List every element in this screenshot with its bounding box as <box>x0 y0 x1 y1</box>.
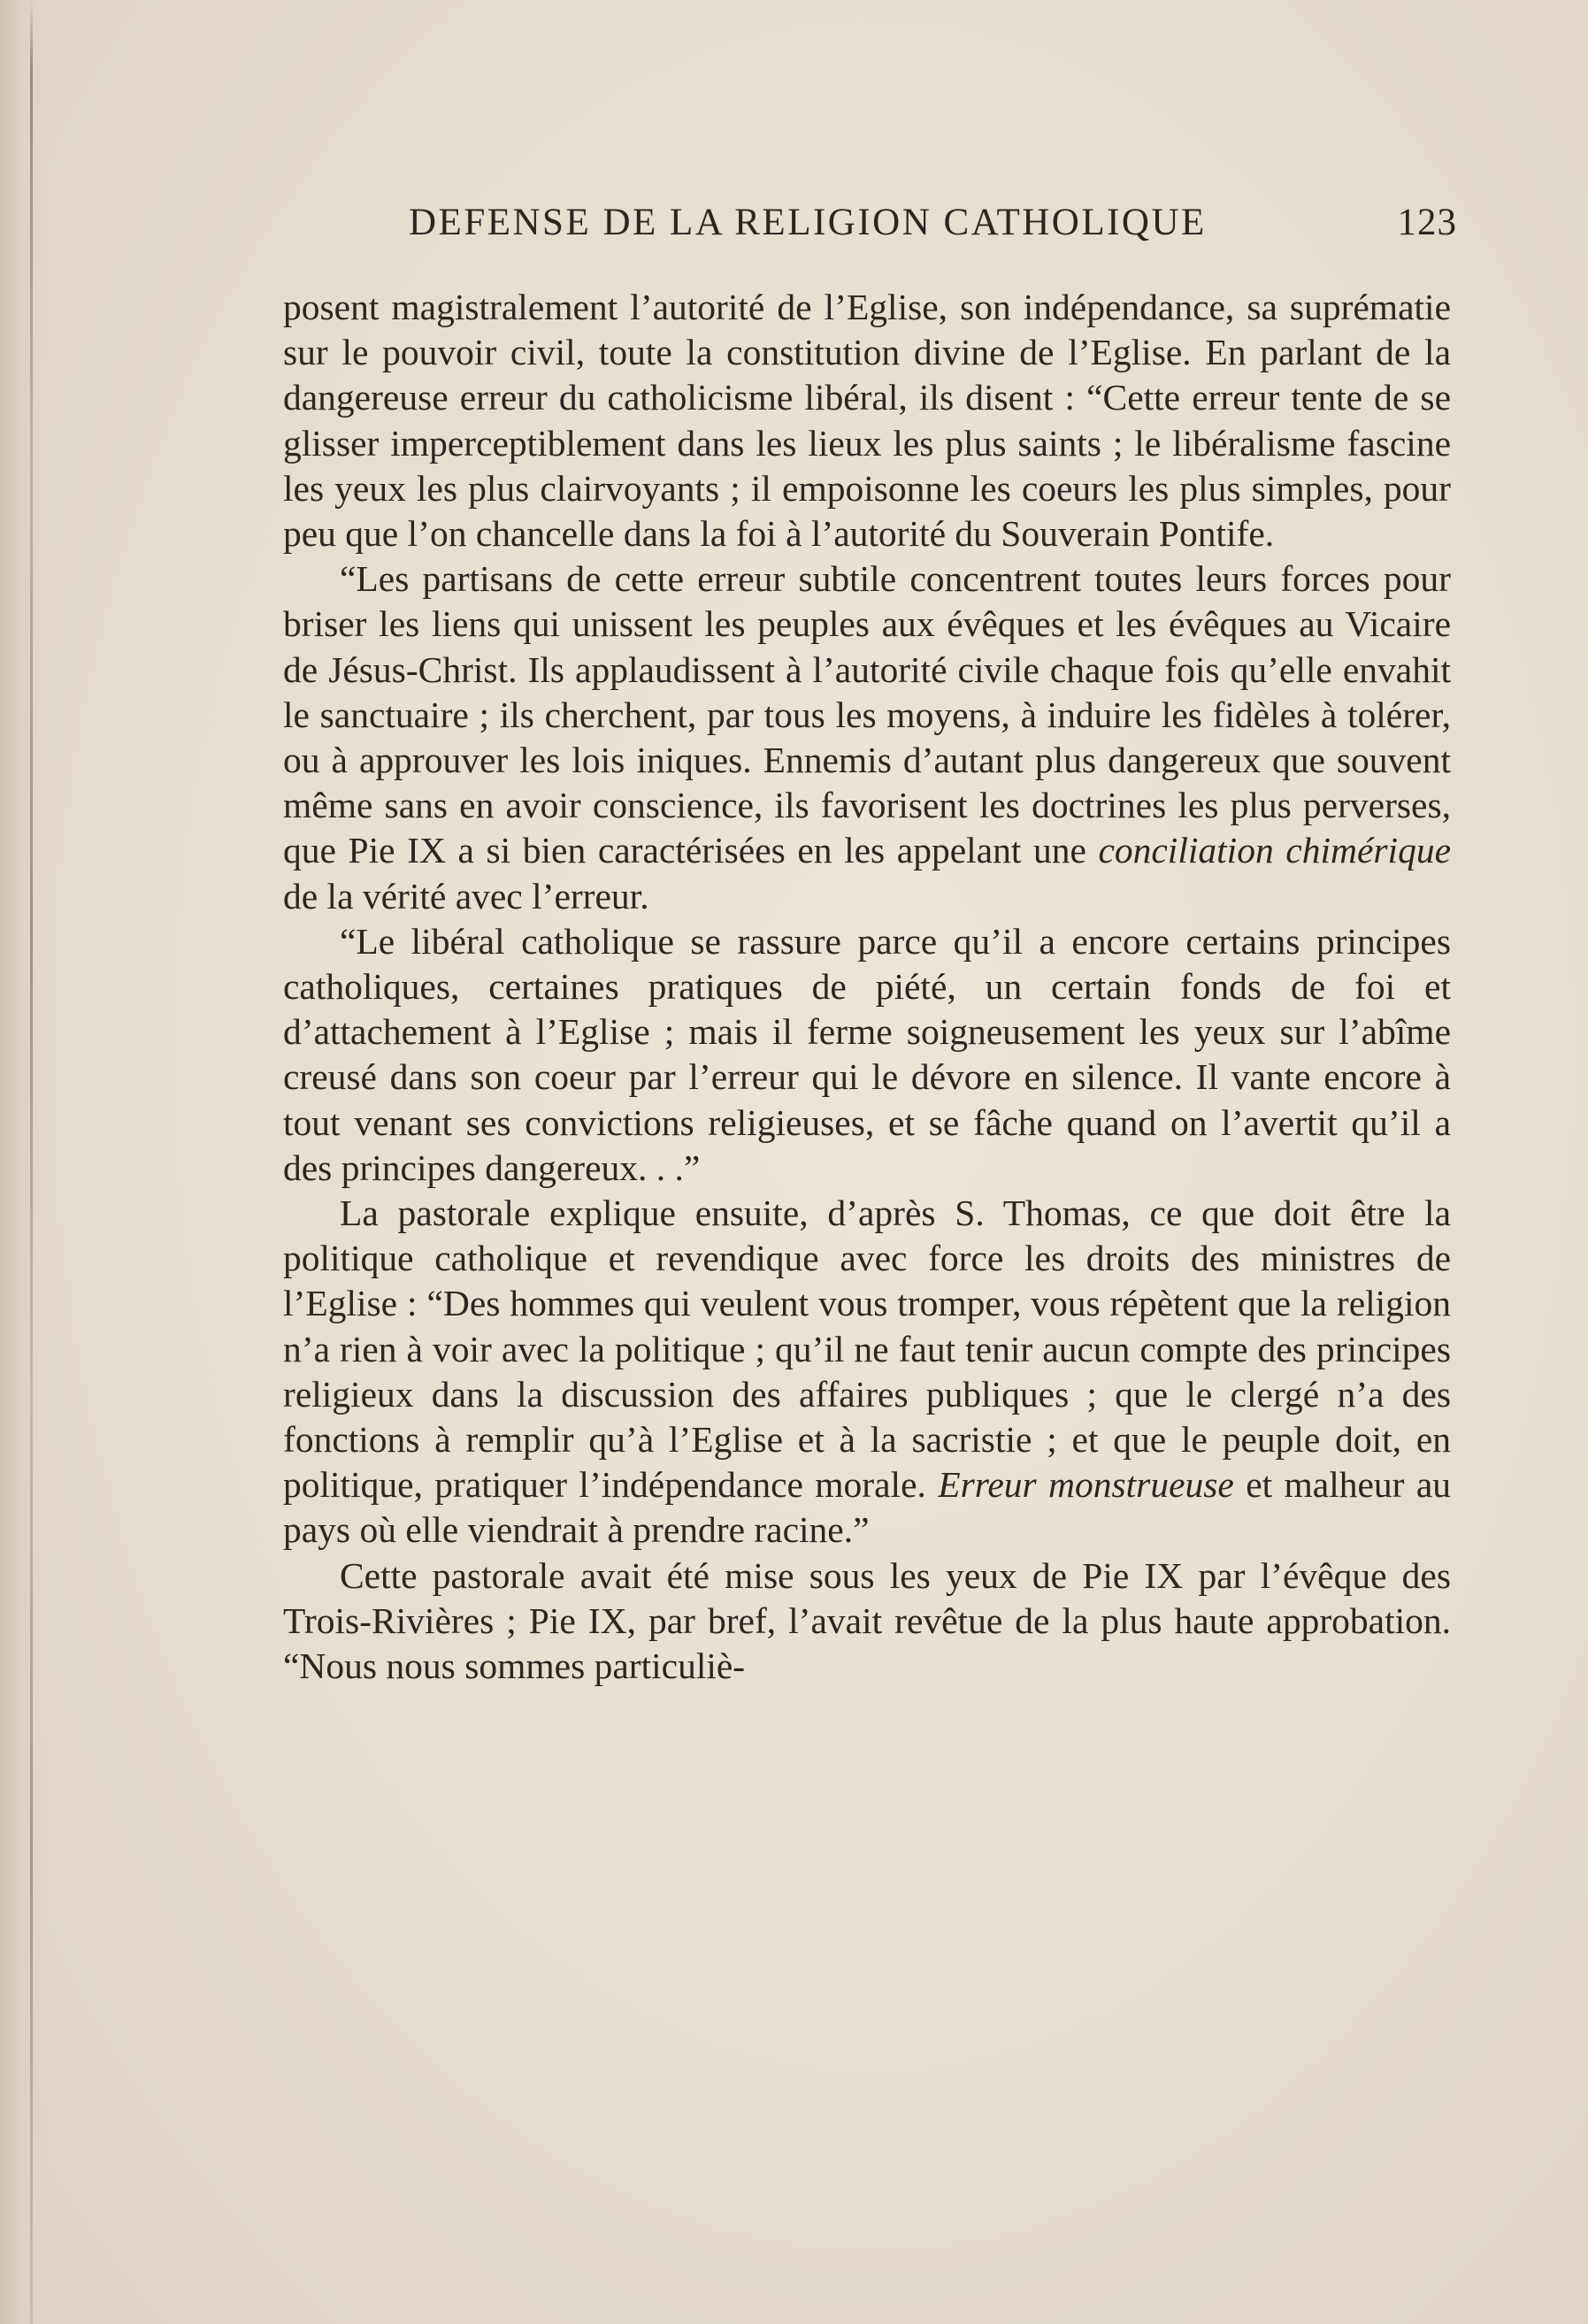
gutter-shadow <box>0 0 53 2324</box>
body-text <box>283 285 1451 1689</box>
paragraph-3 <box>283 919 1451 1191</box>
binding-edge <box>30 0 33 2324</box>
paragraph-text: “Les partisans de cette erreur subtile concentrent toutes leurs forces pour briser les liens qui unissent les peuples aux évêques et les évêques au Vicaire de Jésus-Christ. Ils applaudissent à l’autorité civile chaque fois qu’elle envahit le sanctuaire ; ils cherchent, par tous les moyens, à induire les fidèles à tolérer, ou à approuver les lois iniques. Ennemis d’autant plus dangereux que souvent même sans en avoir conscience, ils favorisent les doctrines les plus perverses, que Pie IX a si bien caractérisées en les appelant une <box>283 558 1451 871</box>
paragraph-text: “Le libéral catholique se rassure parce qu’il a encore certains principes catholiques, certaines pratiques de piété, un certain fonds de foi et d’attachement à l’Eglise ; mais il ferme soigneusement les yeux sur l’abîme creusé dans son coeur par l’erreur qui le dévore en silence. Il vante encore à tout venant ses convictions religieuses, et se fâche quand on l’avertit qu’il a des principes dangereux. . .” <box>283 920 1451 1188</box>
paragraph-2 <box>283 556 1451 919</box>
paragraph-text: posent magistralement l’autorité de l’Eglise, son indépendance, sa suprématie sur le pouvoir civil, toute la constitution divine de l’Eglise. En parlant de la dangereuse erreur du catholicisme libéral, ils disent : “Cette erreur tente de se glisser imperceptiblement dans les lieux les plus saints ; le libéralisme fascine les yeux les plus clairvoyants ; il empoisonne les coeurs les plus simples, pour peu que l’on chancelle dans la foi à l’autorité du Souverain Pontife. <box>283 287 1451 555</box>
running-title: DEFENSE DE LA RELIGION CATHOLIQUE <box>409 202 1207 243</box>
paragraph-1 <box>283 285 1451 556</box>
paragraph-text: de la vérité avec l’erreur. <box>283 875 649 917</box>
paragraph-text: et malheur au pays où elle viendrait à prendre racine.” <box>283 1464 1452 1551</box>
page-number: 123 <box>1397 202 1457 243</box>
paragraph-text: Cette pastorale avait été mise sous les yeux de Pie IX par l’évêque des Trois-Rivières ; Pie IX, par bref, l’avait revêtue de la plus haute approbation. “Nous nous sommes particuliè- <box>283 1554 1451 1687</box>
paragraph-4 <box>283 1191 1451 1553</box>
page-header <box>409 196 1457 249</box>
paragraph-text: La pastorale explique ensuite, d’après S. Thomas, ce que doit être la politique catholique et revendique avec force les droits des ministres de l’Eglise : “Des hommes qui veulent vous tromper, vous répètent que la religion n’a rien à voir avec la politique ; qu’il ne faut tenir aucun compte des principes religieux dans la discussion des affaires publiques ; que le clergé n’a des fonctions à remplir qu’à l’Eglise et à la sacristie ; et que le peuple doit, en politique, pratiquer l’indépendance morale. <box>283 1193 1451 1506</box>
italic-phrase: conciliation chimérique <box>1098 830 1451 871</box>
italic-phrase: Erreur monstrueuse <box>938 1464 1234 1506</box>
paragraph-5 <box>283 1553 1451 1690</box>
